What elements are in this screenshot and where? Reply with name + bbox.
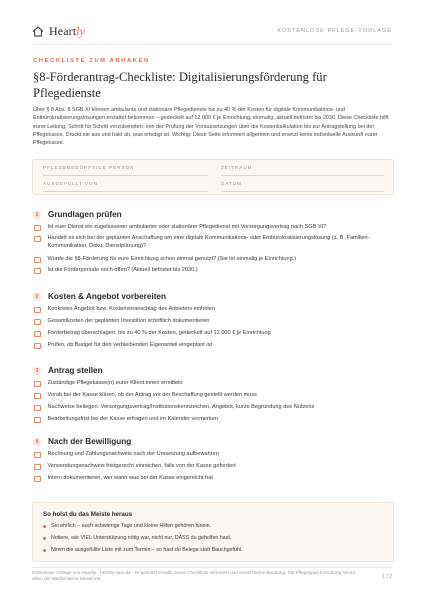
intro-paragraph: Über § 8 Abs. 8 SGB XI können ambulante und stationäre Pflegedienste bis zu 40 % der Kosten für digitale Kommunikations- und Entbürokratisierungslösungen erstattet bekommen – gedeckelt auf 12.000 € je Einrichtung, einmalig, aktuell befristet bis 2030. Diese Checkliste hilft eurer Leitung, Schritt für Schritt vorzubereiten: von der Prüfung der Voraussetzungen über die Kostenkalkulation bis zur Antragstellung bei der Pflegekasse. Druckt sie aus und hakt ab, was erledigt ist. Wichtig: Diese Seite informiert allgemein und ersetzt keine individuelle Auskunft eurer Pflegekasse. — [33, 107, 389, 147]
checkbox[interactable] — [34, 476, 41, 483]
tip-text: Sei ehrlich – auch schwierige Tage und kleine Hilfen gehören hinein. — [51, 523, 212, 529]
section-number: 3 — [33, 367, 41, 375]
checkbox[interactable] — [34, 225, 41, 232]
checklist-item — [34, 330, 396, 338]
item-text: Zuständige Pflegekasse(n) eurer Klient:innen ermitteln — [47, 380, 183, 386]
section-number: 4 — [33, 438, 41, 446]
person-field[interactable] — [43, 162, 208, 176]
checklist-item — [34, 318, 396, 326]
date-field[interactable] — [221, 178, 384, 192]
house-icon — [32, 26, 44, 37]
item-text: Intern dokumentieren, wer wann was bei der Kasse eingereicht hat — [47, 475, 213, 481]
checklist-item — [34, 380, 396, 388]
checklist-item — [34, 475, 396, 483]
section-3-header — [33, 366, 103, 375]
filled-by-field[interactable] — [43, 178, 208, 192]
tip-text: Nimm die ausgefüllte Liste mit zum Termin – so hast du Belege statt Bauchgefühl. — [51, 547, 243, 553]
page-header — [32, 20, 392, 42]
person-field-label: PFLEGEBEDÜRFTIGE PERSON — [43, 165, 135, 170]
period-field-label: ZEITRAUM — [221, 165, 253, 170]
checkbox[interactable] — [34, 319, 41, 326]
page-number: 1 / 2 — [382, 574, 392, 580]
tip-item — [43, 523, 211, 529]
section-title: Grundlagen prüfen — [48, 210, 122, 219]
section-1-header — [33, 210, 122, 219]
checklist-item — [34, 463, 396, 471]
bullet-dot-icon — [43, 549, 46, 552]
checklist-item — [34, 235, 396, 250]
checklist-item — [34, 342, 396, 350]
checkbox[interactable] — [34, 393, 41, 400]
item-text: Konkretes Angebot bzw. Kostenvoranschlag des Anbieters einholen — [47, 306, 215, 312]
checkbox[interactable] — [34, 405, 41, 412]
checkbox[interactable] — [34, 268, 41, 275]
tips-title: So holst du das Meiste heraus — [43, 511, 133, 518]
period-field[interactable] — [221, 162, 384, 176]
checkbox[interactable] — [34, 464, 41, 471]
brand-logo — [32, 22, 85, 40]
info-form — [32, 159, 394, 195]
section-title: Nach der Bewilligung — [48, 437, 132, 446]
checkbox[interactable] — [34, 343, 41, 350]
item-text: Nachweise beilegen: Versorgungsvertrag/Institutionskennzeichen, Angebot, kurze Begründung des Nutzens — [47, 404, 315, 410]
checklist-item — [34, 256, 396, 264]
checklist-item — [34, 392, 396, 400]
item-text: Ist die Förderperiode noch offen? (Aktuell befristet bis 2030.) — [47, 267, 198, 273]
checkbox[interactable] — [34, 417, 41, 424]
tip-text: Notiere, wie VIEL Unterstützung nötig war, nicht nur, DASS du geholfen hast. — [51, 535, 232, 541]
footer-divider — [32, 567, 392, 568]
tip-item — [43, 535, 231, 541]
footer-text: Kostenlose Vorlage von Heartly · heartly-care.de · KI-gestützt erstellt. Diese Checkliste informiert und ersetzt keine Beratung. Die Pflegegrad-Einstufung nimmt allein der Medizinische Dienst vor. — [32, 570, 355, 582]
page-title: §8-Förderantrag-Checkliste: Digitalisierungsförderung für Pflegedienste — [33, 70, 327, 100]
eyebrow-label: CHECKLISTE ZUM ABHAKEN — [33, 58, 150, 64]
item-text: Prüfen, ob Budget für den verbleibenden Eigenanteil eingeplant ist — [47, 342, 213, 348]
item-text: Ist euer Dienst ein zugelassener ambulanter oder stationärer Pflegedienst mit Versorgungsvertrag nach SGB XI? — [47, 224, 327, 230]
section-4-header — [33, 437, 131, 446]
item-text: Rechnung und Zahlungsnachweis nach der Umsetzung aufbewahren — [47, 451, 219, 457]
filled-by-field-label: AUSGEFÜLLT VON — [43, 181, 98, 186]
item-text: Förderbetrag überschlagen: bis zu 40 % der Kosten, gedeckelt auf 12.000 € je Einrichtung — [47, 330, 271, 336]
date-field-label: DATUM — [221, 181, 242, 186]
checkbox[interactable] — [34, 381, 41, 388]
checklist-item — [34, 224, 396, 232]
item-text: Vorab bei der Kasse klären, ob der Antrag vor der Beschaffung gestellt werden muss — [47, 392, 257, 398]
section-title: Kosten & Angebot vorbereiten — [48, 292, 166, 301]
brand-name: Heart — [49, 24, 77, 38]
checkbox[interactable] — [34, 307, 41, 314]
tips-box — [32, 502, 394, 562]
bullet-dot-icon — [43, 525, 46, 528]
checklist-item — [34, 306, 396, 314]
section-number: 2 — [33, 293, 41, 301]
item-text: Gesamtkosten der geplanten Investition schriftlich dokumentieren — [47, 318, 210, 324]
checklist-item — [34, 404, 396, 412]
header-label: KOSTENLOSE PFLEGE-VORLAGE — [277, 28, 392, 34]
item-text: Verwendungsnachweis fristgerecht einreichen, falls von der Kasse gefordert — [47, 463, 236, 469]
item-text: Wurde die §8-Förderung für eure Einrichtung schon einmal genutzt? (Sie ist einmalig je Einrichtung.) — [47, 256, 297, 262]
item-text: Bearbeitungsfrist bei der Kasse erfragen und im Kalender vormerken — [47, 416, 218, 422]
checkbox[interactable] — [34, 452, 41, 459]
checkbox[interactable] — [34, 331, 41, 338]
item-text: Handelt es sich bei der geplanten Anschaffung um eine digitale Kommunikations- oder Entbürokratisierungslösung (z. B. Familien-Kommunikation, Doku, Dienstplanung)? — [47, 235, 370, 249]
section-number: 1 — [33, 211, 41, 219]
header-divider — [32, 44, 392, 45]
checklist-item — [34, 416, 396, 424]
brand-accent: ly — [76, 24, 85, 38]
checkbox[interactable] — [34, 257, 41, 264]
checklist-item — [34, 267, 396, 275]
tip-item — [43, 547, 243, 553]
bullet-dot-icon — [43, 537, 46, 540]
checklist-item — [34, 451, 396, 459]
section-title: Antrag stellen — [48, 366, 103, 375]
section-2-header — [33, 292, 166, 301]
checkbox[interactable] — [34, 236, 41, 243]
